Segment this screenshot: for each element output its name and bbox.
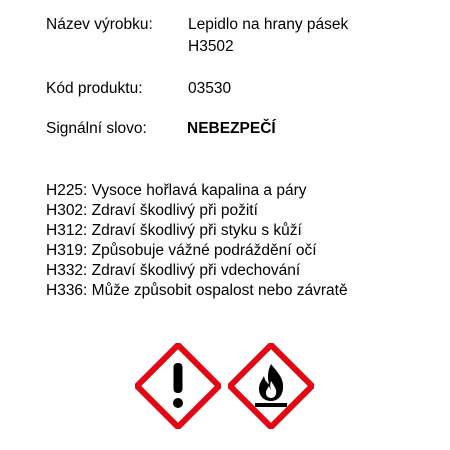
product-name-line2: H3502 xyxy=(188,38,234,55)
hazard-statement-h332: H332: Zdraví škodlivý při vdechování xyxy=(46,262,301,279)
hazard-statement-h302: H302: Zdraví škodlivý při požití xyxy=(46,202,258,219)
product-code-value: 03530 xyxy=(188,80,232,97)
exclamation-mark-icon xyxy=(135,343,221,429)
ghs02-pictogram xyxy=(228,343,314,429)
signal-word-label: Signální slovo: xyxy=(46,120,147,137)
product-name-label: Název výrobku: xyxy=(46,16,153,33)
hazard-statement-h319: H319: Způsobuje vážné podráždění očí xyxy=(46,242,317,259)
signal-word-value: NEBEZPEČÍ xyxy=(187,120,276,137)
product-code-label: Kód produktu: xyxy=(46,80,143,97)
hazard-statement-h312: H312: Zdraví škodlivý při styku s kůží xyxy=(46,222,302,239)
hazard-statement-h336: H336: Může způsobit ospalost nebo závratě xyxy=(46,282,348,299)
ghs07-pictogram xyxy=(135,343,221,429)
hazard-statement-h225: H225: Vysoce hořlavá kapalina a páry xyxy=(46,182,307,199)
flame-icon xyxy=(228,343,314,429)
product-name-line1: Lepidlo na hrany pásek xyxy=(188,16,349,33)
